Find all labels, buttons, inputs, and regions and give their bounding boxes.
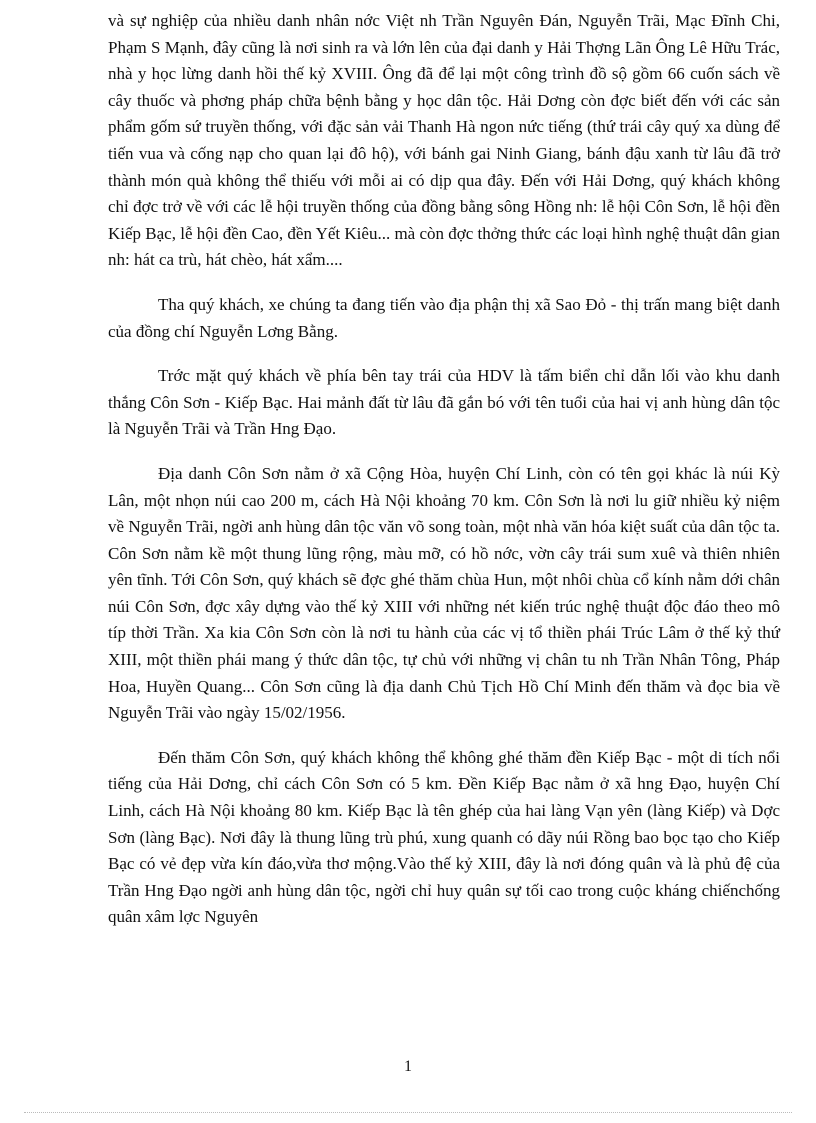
paragraph-4: Địa danh Côn Sơn nằm ở xã Cộng Hòa, huyện Chí Linh, còn có tên gọi khác là núi Kỳ Lân, một nhọn núi cao 200 m, cách Hà Nội khoảng 70 km. Côn Sơn là nơi lu giữ nhiều kỷ niệm về Nguyễn Trãi, ngời anh hùng dân tộc văn võ song toàn, một nhà văn hóa kiệt suất của dân tộc ta. Côn Sơn nằm kề một thung lũng rộng, màu mỡ, có hồ nớc, vờn cây trái sum xuê và thiên nhiên yên tĩnh. Tới Côn Sơn, quý khách sẽ đợc ghé thăm chùa Hun, một nhôi chùa cổ kính nằm dới chân núi Côn Sơn, đợc xây dựng vào thế kỷ XIII với những nét kiến trúc nghệ thuật độc đáo theo mô típ thời Trần. Xa kia Côn Sơn còn là nơi tu hành của các vị tổ thiền phái Trúc Lâm ở thế kỷ thứ XIII, một thiền phái mang ý thức dân tộc, tự chủ với những vị chân tu nh Trần Nhân Tông, Pháp Hoa, Huyền Quang... Côn Sơn cũng là địa danh Chủ Tịch Hồ Chí Minh đến thăm và đọc bia về Nguyễn Trãi vào ngày 15/02/1956.	[108, 463, 780, 723]
paragraph-1: và sự nghiệp của nhiều danh nhân nớc Việt nh Trần Nguyên Đán, Nguyễn Trãi, Mạc Đĩnh Chi, Phạm S Mạnh, đây cũng là nơi sinh ra và lớn lên của đại danh y Hải Thợng Lãn Ông Lê Hữu Trác, nhà y học lừng danh hồi thế kỷ XVIII. Ông đã để lại một công trình đồ sộ gồm 66 cuốn sách về cây thuốc và phơng pháp chữa bệnh bằng y học dân tộc. Hải Dơng còn đợc biết đến với các sản phẩm gốm sứ truyền thống, với đặc sản vải Thanh Hà ngon nức tiếng (thứ trái cây quý xa dùng để tiến vua và cống nạp cho quan lại đô hộ), với bánh gai Ninh Giang, bánh đậu xanh từ lâu đã trở thành món quà không thể thiếu với mỗi ai có dịp qua đây. Đến với Hải Dơng, quý khách không chỉ đợc trở về với các lễ hội truyền thống của đồng bằng sông Hồng nh: lễ hội Côn Sơn, lễ hội đền Kiếp Bạc, lễ hội đền Cao, đền Yết Kiêu... mà còn đợc thởng thức các loại hình nghệ thuật dân gian nh: hát ca trù, hát chèo, hát xẩm....	[108, 11, 780, 270]
paragraph-5: Đến thăm Côn Sơn, quý khách không thể không ghé thăm đền Kiếp Bạc - một di tích nổi tiếng của Hải Dơng, chỉ cách Côn Sơn có 5 km. Đền Kiếp Bạc nằm ở xã hng Đạo, huyện Chí Linh, cách Hà Nội khoảng 80 km. Kiếp Bạc là tên ghép của hai làng Vạn yên (làng Kiếp) và Dợc Sơn (làng Bạc). Nơi đây là thung lũng trù phú, xung quanh có dãy núi Rồng bao bọc tạo cho Kiếp Bạc có vẻ đẹp vừa kín đáo,vừa thơ mộng.Vào thế kỷ XIII, đây là nơi đóng quân và là phủ đệ của Trần Hng Đạo ngời anh hùng dân tộc, ngời chỉ huy quân sự tối cao trong cuộc kháng chiếnchống quân xâm lợc Nguyên	[108, 747, 780, 927]
page-number: 1	[404, 1058, 412, 1075]
paragraph-3: Trớc mặt quý khách về phía bên tay trái của HDV là tấm biển chỉ dẫn lối vào khu danh thắng Côn Sơn - Kiếp Bạc. Hai mảnh đất từ lâu đã gắn bó với tên tuổi của hai vị anh hùng dân tộc là Nguyễn Trãi và Trần Hng Đạo.	[108, 366, 780, 439]
paragraph-2: Tha quý khách, xe chúng ta đang tiến vào địa phận thị xã Sao Đỏ - thị trấn mang biệt danh của đồng chí Nguyễn Lơng Bằng.	[108, 294, 780, 341]
document-body	[108, 8, 780, 949]
page-bottom-divider	[24, 1112, 792, 1113]
